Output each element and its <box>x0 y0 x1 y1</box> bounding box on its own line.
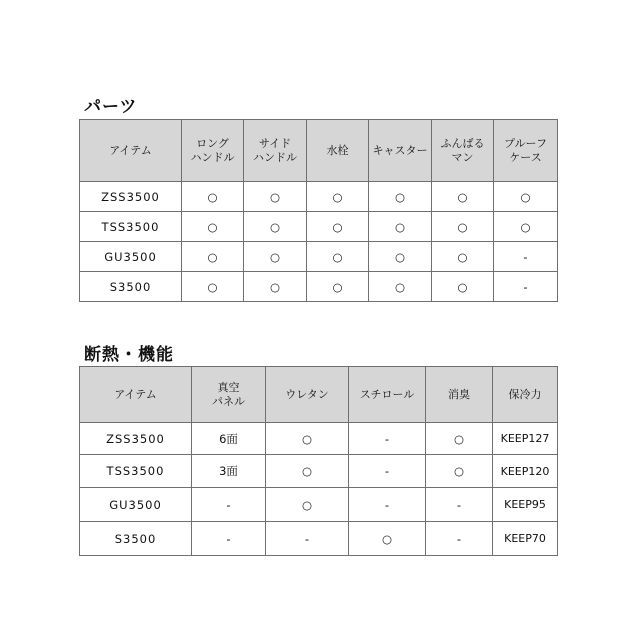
item-name: ZSS3500 <box>80 423 192 455</box>
table-cell: ○ <box>426 455 493 488</box>
insulation-header-item: アイテム <box>80 367 192 423</box>
parts-header-row <box>80 120 558 182</box>
table-row <box>80 182 558 212</box>
parts-header-funbaru-man: ふんばる マン <box>432 120 494 182</box>
table-row <box>80 488 558 522</box>
table-cell: ○ <box>182 212 244 242</box>
parts-header-caster: キャスター <box>369 120 432 182</box>
parts-header-proof-case: プルーフ ケース <box>494 120 558 182</box>
table-row <box>80 522 558 556</box>
item-name: S3500 <box>80 522 192 556</box>
table-cell: ○ <box>182 272 244 302</box>
insulation-header-row <box>80 367 558 423</box>
table-cell: - <box>349 455 426 488</box>
parts-header-faucet: 水栓 <box>307 120 369 182</box>
item-name: TSS3500 <box>80 455 192 488</box>
table-cell: - <box>494 242 558 272</box>
parts-header-side-handle: サイド ハンドル <box>244 120 307 182</box>
table-cell: - <box>266 522 349 556</box>
table-cell: ○ <box>307 182 369 212</box>
table-row <box>80 455 558 488</box>
table-cell: ○ <box>432 242 494 272</box>
table-cell: ○ <box>244 182 307 212</box>
table-row <box>80 242 558 272</box>
table-cell: ○ <box>307 212 369 242</box>
table-cell: ○ <box>307 272 369 302</box>
table-cell: ○ <box>369 182 432 212</box>
table-cell: ○ <box>266 488 349 522</box>
table-cell: - <box>494 272 558 302</box>
table-cell: ○ <box>426 423 493 455</box>
insulation-section-title: 断熱・機能 <box>84 345 174 365</box>
parts-section-title: パーツ <box>84 97 138 117</box>
keep-value: KEEP95 <box>493 488 558 522</box>
table-row <box>80 423 558 455</box>
table-cell: ○ <box>432 212 494 242</box>
item-name: GU3500 <box>80 242 182 272</box>
table-cell: ○ <box>244 272 307 302</box>
table-cell: ○ <box>369 242 432 272</box>
insulation-header-vacuum-panel: 真空 パネル <box>192 367 266 423</box>
table-cell: ○ <box>494 182 558 212</box>
parts-header-long-handle: ロング ハンドル <box>182 120 244 182</box>
table-cell: ○ <box>307 242 369 272</box>
table-cell: ○ <box>369 272 432 302</box>
table-cell: - <box>426 522 493 556</box>
insulation-header-urethane: ウレタン <box>266 367 349 423</box>
item-name: TSS3500 <box>80 212 182 242</box>
table-cell: ○ <box>182 242 244 272</box>
table-cell: ○ <box>494 212 558 242</box>
insulation-table <box>79 366 558 556</box>
table-cell: ○ <box>432 182 494 212</box>
table-cell: - <box>192 488 266 522</box>
parts-header-item: アイテム <box>80 120 182 182</box>
table-cell: ○ <box>349 522 426 556</box>
table-cell: ○ <box>266 423 349 455</box>
table-row <box>80 212 558 242</box>
table-cell: ○ <box>432 272 494 302</box>
table-cell: ○ <box>182 182 244 212</box>
keep-value: KEEP120 <box>493 455 558 488</box>
table-cell: - <box>426 488 493 522</box>
item-name: ZSS3500 <box>80 182 182 212</box>
parts-table <box>79 119 558 302</box>
keep-value: KEEP127 <box>493 423 558 455</box>
table-cell: - <box>349 423 426 455</box>
table-cell: 3面 <box>192 455 266 488</box>
table-cell: - <box>349 488 426 522</box>
item-name: S3500 <box>80 272 182 302</box>
insulation-header-styrol: スチロール <box>349 367 426 423</box>
table-row <box>80 272 558 302</box>
table-cell: ○ <box>244 242 307 272</box>
insulation-header-deodorant: 消臭 <box>426 367 493 423</box>
item-name: GU3500 <box>80 488 192 522</box>
table-cell: ○ <box>369 212 432 242</box>
table-cell: ○ <box>244 212 307 242</box>
keep-value: KEEP70 <box>493 522 558 556</box>
insulation-header-cold-retention: 保冷力 <box>493 367 558 423</box>
table-cell: - <box>192 522 266 556</box>
table-cell: ○ <box>266 455 349 488</box>
table-cell: 6面 <box>192 423 266 455</box>
